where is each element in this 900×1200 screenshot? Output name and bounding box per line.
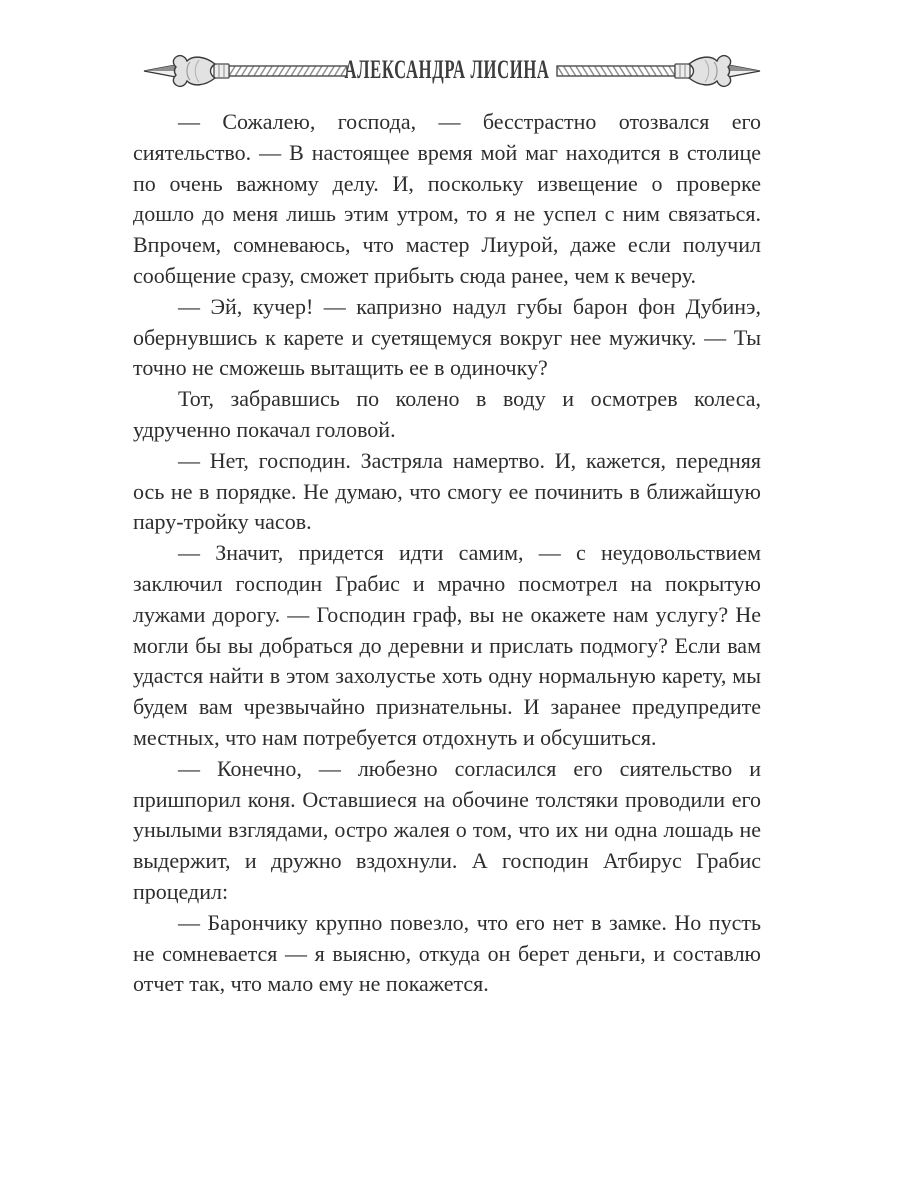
paragraph: — Конечно, — любезно согласился его сиятельство и пришпорил коня. Оставшиеся на обочине толстяки проводили его унылыми взглядами, остро жалея о том, что их ни одна лошадь не выдержит, и дружно вздохнули. А господин Атбирус Грабис процедил: — [133, 755, 761, 904]
spear-ornament-left-icon — [143, 52, 350, 90]
spear-ornament-right-icon — [554, 52, 761, 90]
paragraph: — Эй, кучер! — капризно надул губы барон фон Дубинэ, обернувшись к карете и суетящемуся вокруг нее мужичку. — Ты точно не сможешь вытащить ее в одиночку? — [133, 293, 761, 381]
paragraph: — Барончику крупно повезло, что его нет в замке. Но пусть не сомневается — я выясню, откуда он берет деньги, и составлю отчет так, что мало ему не покажется. — [133, 909, 761, 997]
paragraph: — Нет, господин. Застряла намертво. И, кажется, передняя ось не в порядке. Не думаю, что смогу ее починить в ближайшую пару-тройку часов. — [133, 447, 761, 535]
paragraph: — Сожалею, господа, — бесстрастно отозвался его сиятельство. — В настоящее время мой маг находится в столице по очень важному делу. И, поскольку извещение о проверке дошло до меня лишь этим утром, то я не успел с ним связаться. Впрочем, сомневаюсь, что мастер Лиурой, даже если получил сообщение сразу, сможет прибыть сюда ранее, чем к вечеру. — [133, 109, 761, 288]
paragraph: — Значит, придется идти самим, — с неудовольствием заключил господин Грабис и мрачно посмотрел на покрытую лужами дорогу. — Господин граф, вы не окажете нам услугу? Не могли бы вы добраться до деревни и прислать подмогу? Если вам удастся найти в этом захолустье хоть одну нормальную карету, мы будем вам чрезвычайно признательны. И заранее предупредите местных, что нам потребуется отдохнуть и обсушиться. — [133, 540, 761, 750]
paragraph: Тот, забравшись по колено в воду и осмотрев колеса, удрученно покачал головой. — [133, 386, 761, 442]
author-name: АЛЕКСАНДРА ЛИСИНА — [344, 54, 550, 84]
body-text — [133, 107, 761, 1000]
running-header — [133, 52, 761, 90]
